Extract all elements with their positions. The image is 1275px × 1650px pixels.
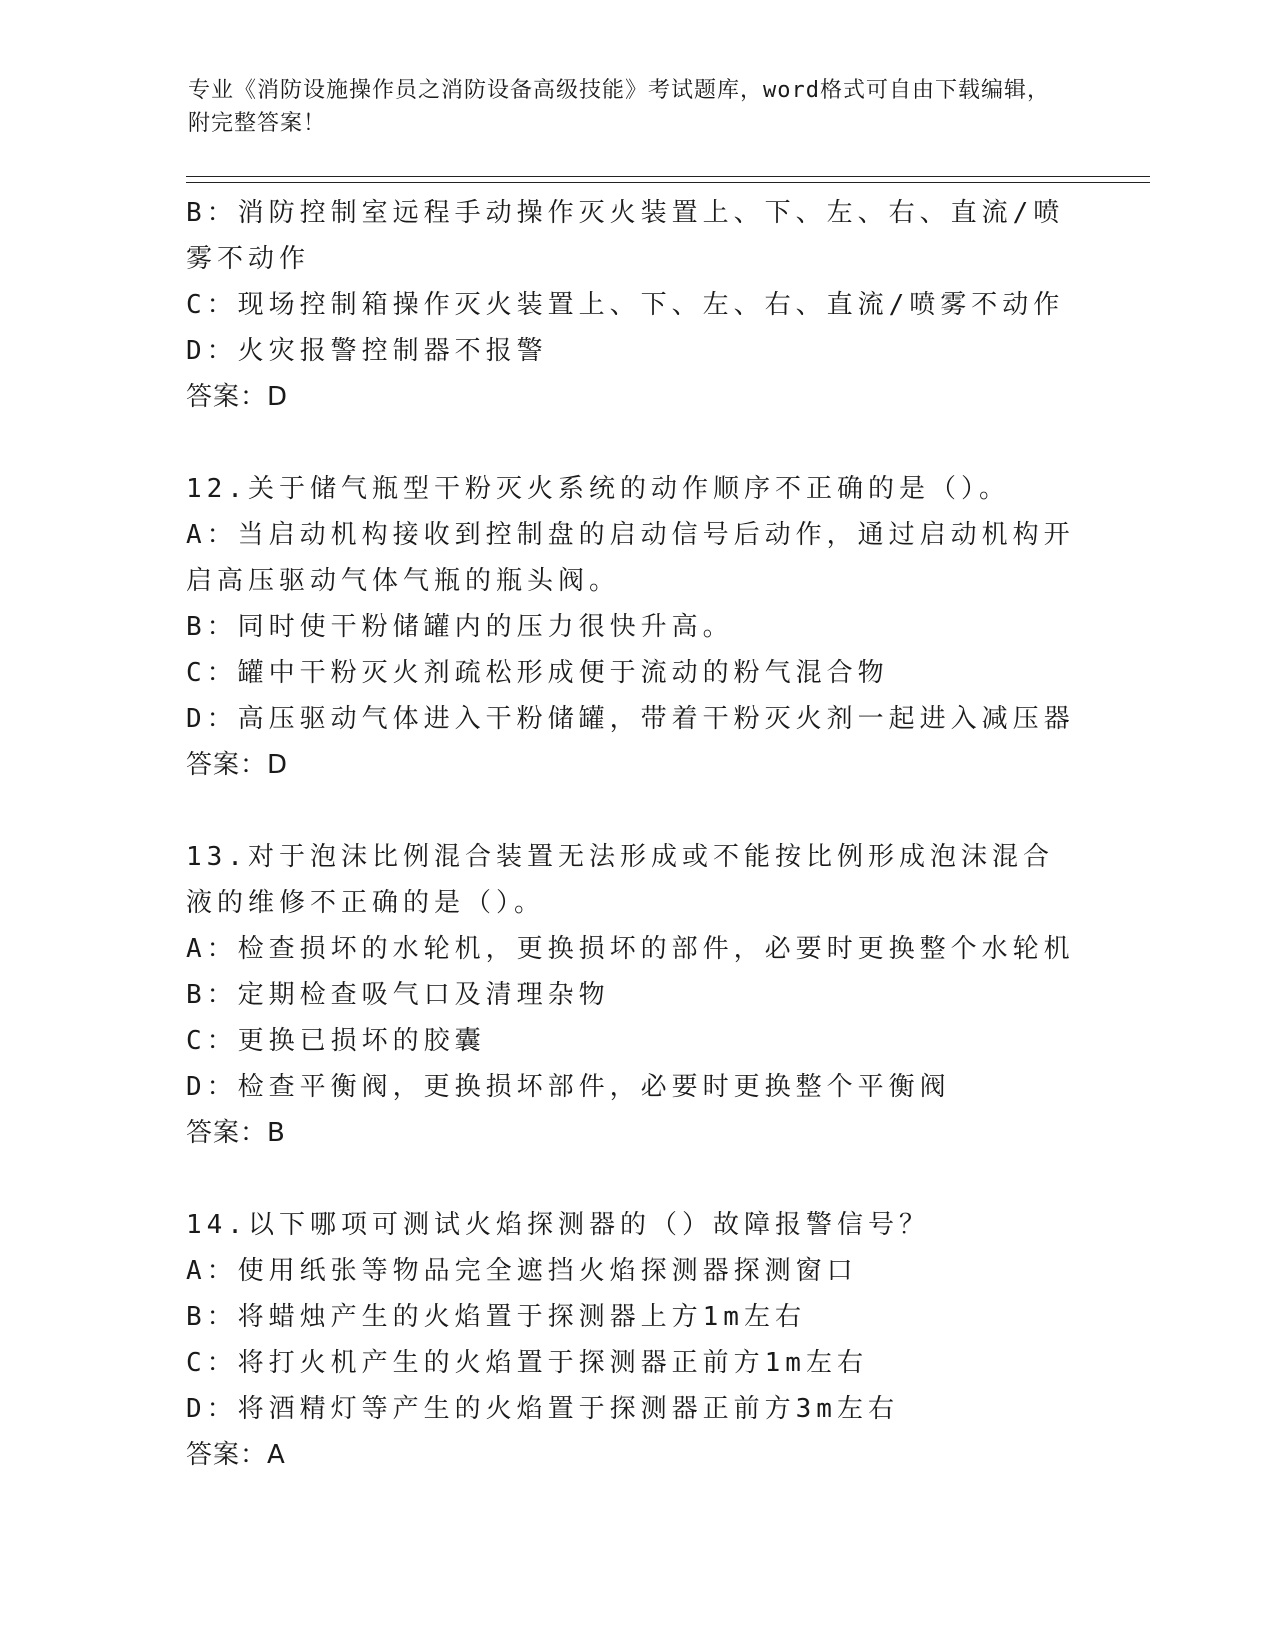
option-a: A：检查损坏的水轮机，更换损坏的部件，必要时更换整个水轮机 [186,934,1075,964]
question-13 [186,834,1076,1156]
document-body [186,190,1076,1478]
answer: 答案：D [186,382,289,412]
option-d: D：检查平衡阀，更换损坏部件，必要时更换整个平衡阀 [186,1072,951,1102]
answer: 答案：B [186,1118,286,1148]
header-divider [186,176,1150,183]
option-b: B：同时使干粉储罐内的压力很快升高。 [186,612,734,642]
option-b: B：定期检查吸气口及清理杂物 [186,980,610,1010]
question-14 [186,1202,1076,1478]
option-a: A：当启动机构接收到控制盘的启动信号后动作，通过启动机构开启高压驱动气体气瓶的瓶头阀。 [186,520,1075,596]
option-b: B：将蜡烛产生的火焰置于探测器上方1m左右 [186,1302,806,1332]
question-stem: 13.对于泡沫比例混合装置无法形成或不能按比例形成泡沫混合液的维修不正确的是（）。 [186,842,1054,918]
option-d: D：高压驱动气体进入干粉储罐，带着干粉灭火剂一起进入减压器 [186,704,1075,734]
answer: 答案：D [186,750,289,780]
option-c: C：将打火机产生的火焰置于探测器正前方1m左右 [186,1348,868,1378]
option-c: C：现场控制箱操作灭火装置上、下、左、右、直流/喷雾不动作 [186,290,1065,320]
page-header: 专业《消防设施操作员之消防设备高级技能》考试题库，word格式可自由下载编辑，附完整答案！ [188,78,1050,136]
question-11-continued [186,190,1076,420]
question-stem: 14.以下哪项可测试火焰探测器的（）故障报警信号？ [186,1210,930,1240]
option-c: C：更换已损坏的胶囊 [186,1026,486,1056]
option-b: B：消防控制室远程手动操作灭火装置上、下、左、右、直流/喷雾不动作 [186,198,1065,274]
option-c: C：罐中干粉灭火剂疏松形成便于流动的粉气混合物 [186,658,889,688]
option-d: D：将酒精灯等产生的火焰置于探测器正前方3m左右 [186,1394,899,1424]
answer: 答案：A [186,1440,286,1470]
question-stem: 12.关于储气瓶型干粉灭火系统的动作顺序不正确的是（）。 [186,474,1010,504]
question-12 [186,466,1076,788]
option-d: D：火灾报警控制器不报警 [186,336,548,366]
option-a: A：使用纸张等物品完全遮挡火焰探测器探测窗口 [186,1256,858,1286]
